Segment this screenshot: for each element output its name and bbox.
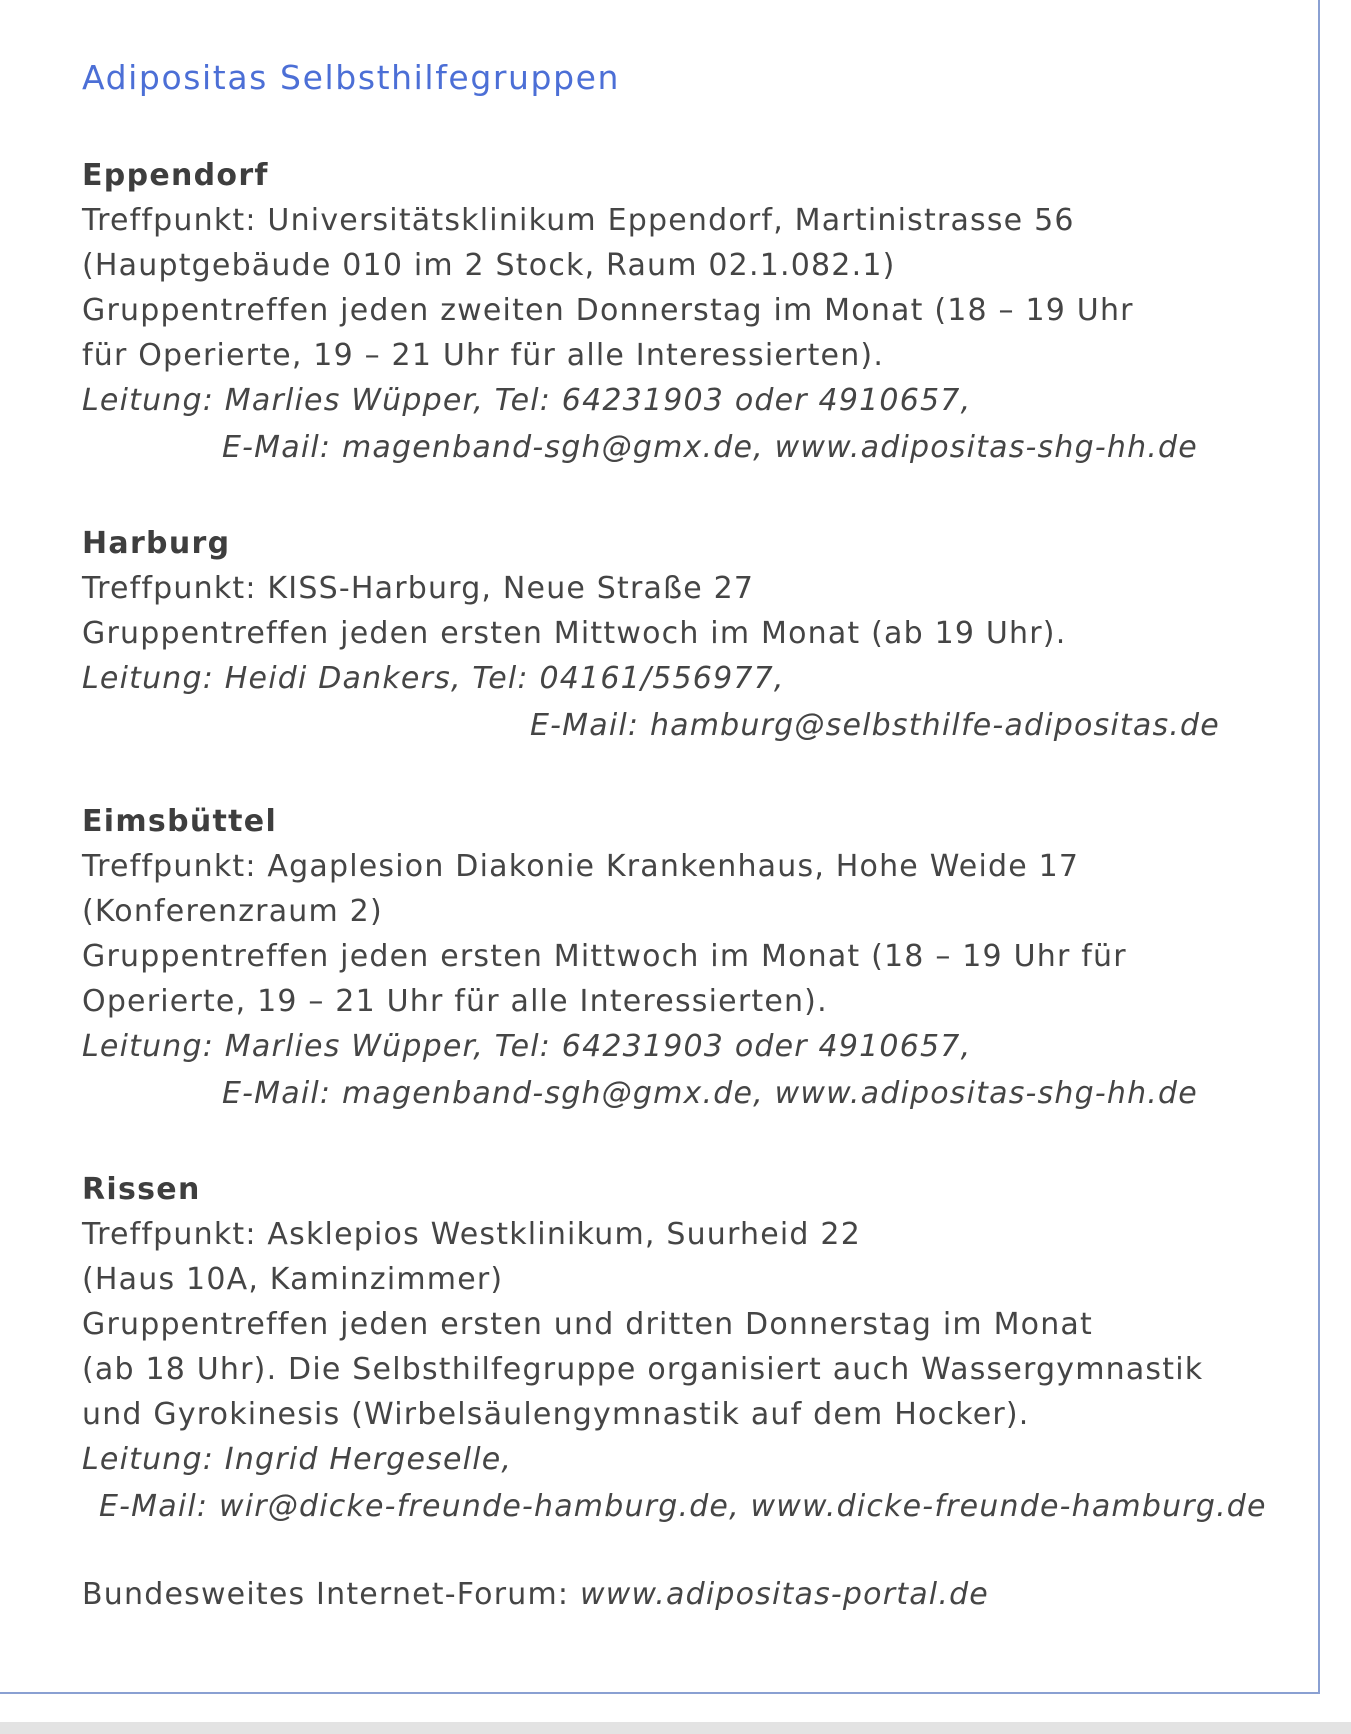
group-line: Treffpunkt: Universitätsklinikum Eppendorf, Martinistrasse 56 [82, 203, 1075, 238]
group-name: Harburg [82, 526, 231, 561]
group-line: (Haus 10A, Kaminzimmer) [82, 1262, 504, 1297]
group-harburg [82, 521, 1282, 751]
group-line: Treffpunkt: Asklepios Westklinikum, Suurheid 22 [82, 1217, 861, 1252]
group-line: (Konferenzraum 2) [82, 894, 383, 929]
group-eimsbuettel [82, 799, 1282, 1119]
group-line: Treffpunkt: KISS-Harburg, Neue Straße 27 [82, 571, 755, 606]
group-name: Eimsbüttel [82, 804, 278, 839]
group-email[interactable]: E-Mail: magenband-sgh@gmx.de, www.adipositas-shg-hh.de [222, 1076, 1198, 1111]
page-frame-bottom [0, 1692, 1320, 1694]
group-email[interactable]: E-Mail: wir@dicke-freunde-hamburg.de, www.dicke-freunde-hamburg.de [99, 1489, 1267, 1524]
group-name: Eppendorf [82, 158, 269, 193]
forum-url[interactable]: www.adipositas-portal.de [579, 1577, 989, 1612]
group-line: Treffpunkt: Agaplesion Diakonie Krankenhaus, Hohe Weide 17 [82, 849, 1080, 884]
group-line: Gruppentreffen jeden ersten und dritten Donnerstag im Monat [82, 1307, 1093, 1342]
document-content [82, 58, 1282, 1647]
group-line: (Hauptgebäude 010 im 2 Stock, Raum 02.1.082.1) [82, 248, 896, 283]
group-rissen [82, 1167, 1282, 1532]
group-line: Operierte, 19 – 21 Uhr für alle Interessierten). [82, 984, 828, 1019]
group-leitung: Leitung: Ingrid Hergeselle, [82, 1442, 513, 1477]
group-line: (ab 18 Uhr). Die Selbsthilfegruppe organisiert auch Wassergymnastik [82, 1352, 1204, 1387]
forum-label: Bundesweites Internet-Forum: [82, 1577, 570, 1612]
group-eppendorf [82, 153, 1282, 473]
group-leitung: Leitung: Marlies Wüpper, Tel: 64231903 oder 4910657, [82, 1029, 972, 1064]
group-email[interactable]: E-Mail: hamburg@selbsthilfe-adipositas.de [530, 708, 1220, 743]
forum-line [82, 1572, 1282, 1617]
group-line: Gruppentreffen jeden zweiten Donnerstag im Monat (18 – 19 Uhr [82, 293, 1134, 328]
group-line: für Operierte, 19 – 21 Uhr für alle Interessierten). [82, 338, 885, 373]
page-frame-right [1318, 0, 1320, 1693]
group-name: Rissen [82, 1172, 201, 1207]
group-line: Gruppentreffen jeden ersten Mittwoch im Monat (ab 19 Uhr). [82, 616, 1067, 651]
document-title: Adipositas Selbsthilfegruppen [82, 58, 621, 97]
group-line: Gruppentreffen jeden ersten Mittwoch im Monat (18 – 19 Uhr für [82, 939, 1127, 974]
group-email[interactable]: E-Mail: magenband-sgh@gmx.de, www.adipositas-shg-hh.de [222, 430, 1198, 465]
scan-edge [0, 1722, 1351, 1734]
group-leitung: Leitung: Heidi Dankers, Tel: 04161/556977, [82, 661, 785, 696]
group-line: und Gyrokinesis (Wirbelsäulengymnastik auf dem Hocker). [82, 1397, 1030, 1432]
group-leitung: Leitung: Marlies Wüpper, Tel: 64231903 oder 4910657, [82, 383, 972, 418]
